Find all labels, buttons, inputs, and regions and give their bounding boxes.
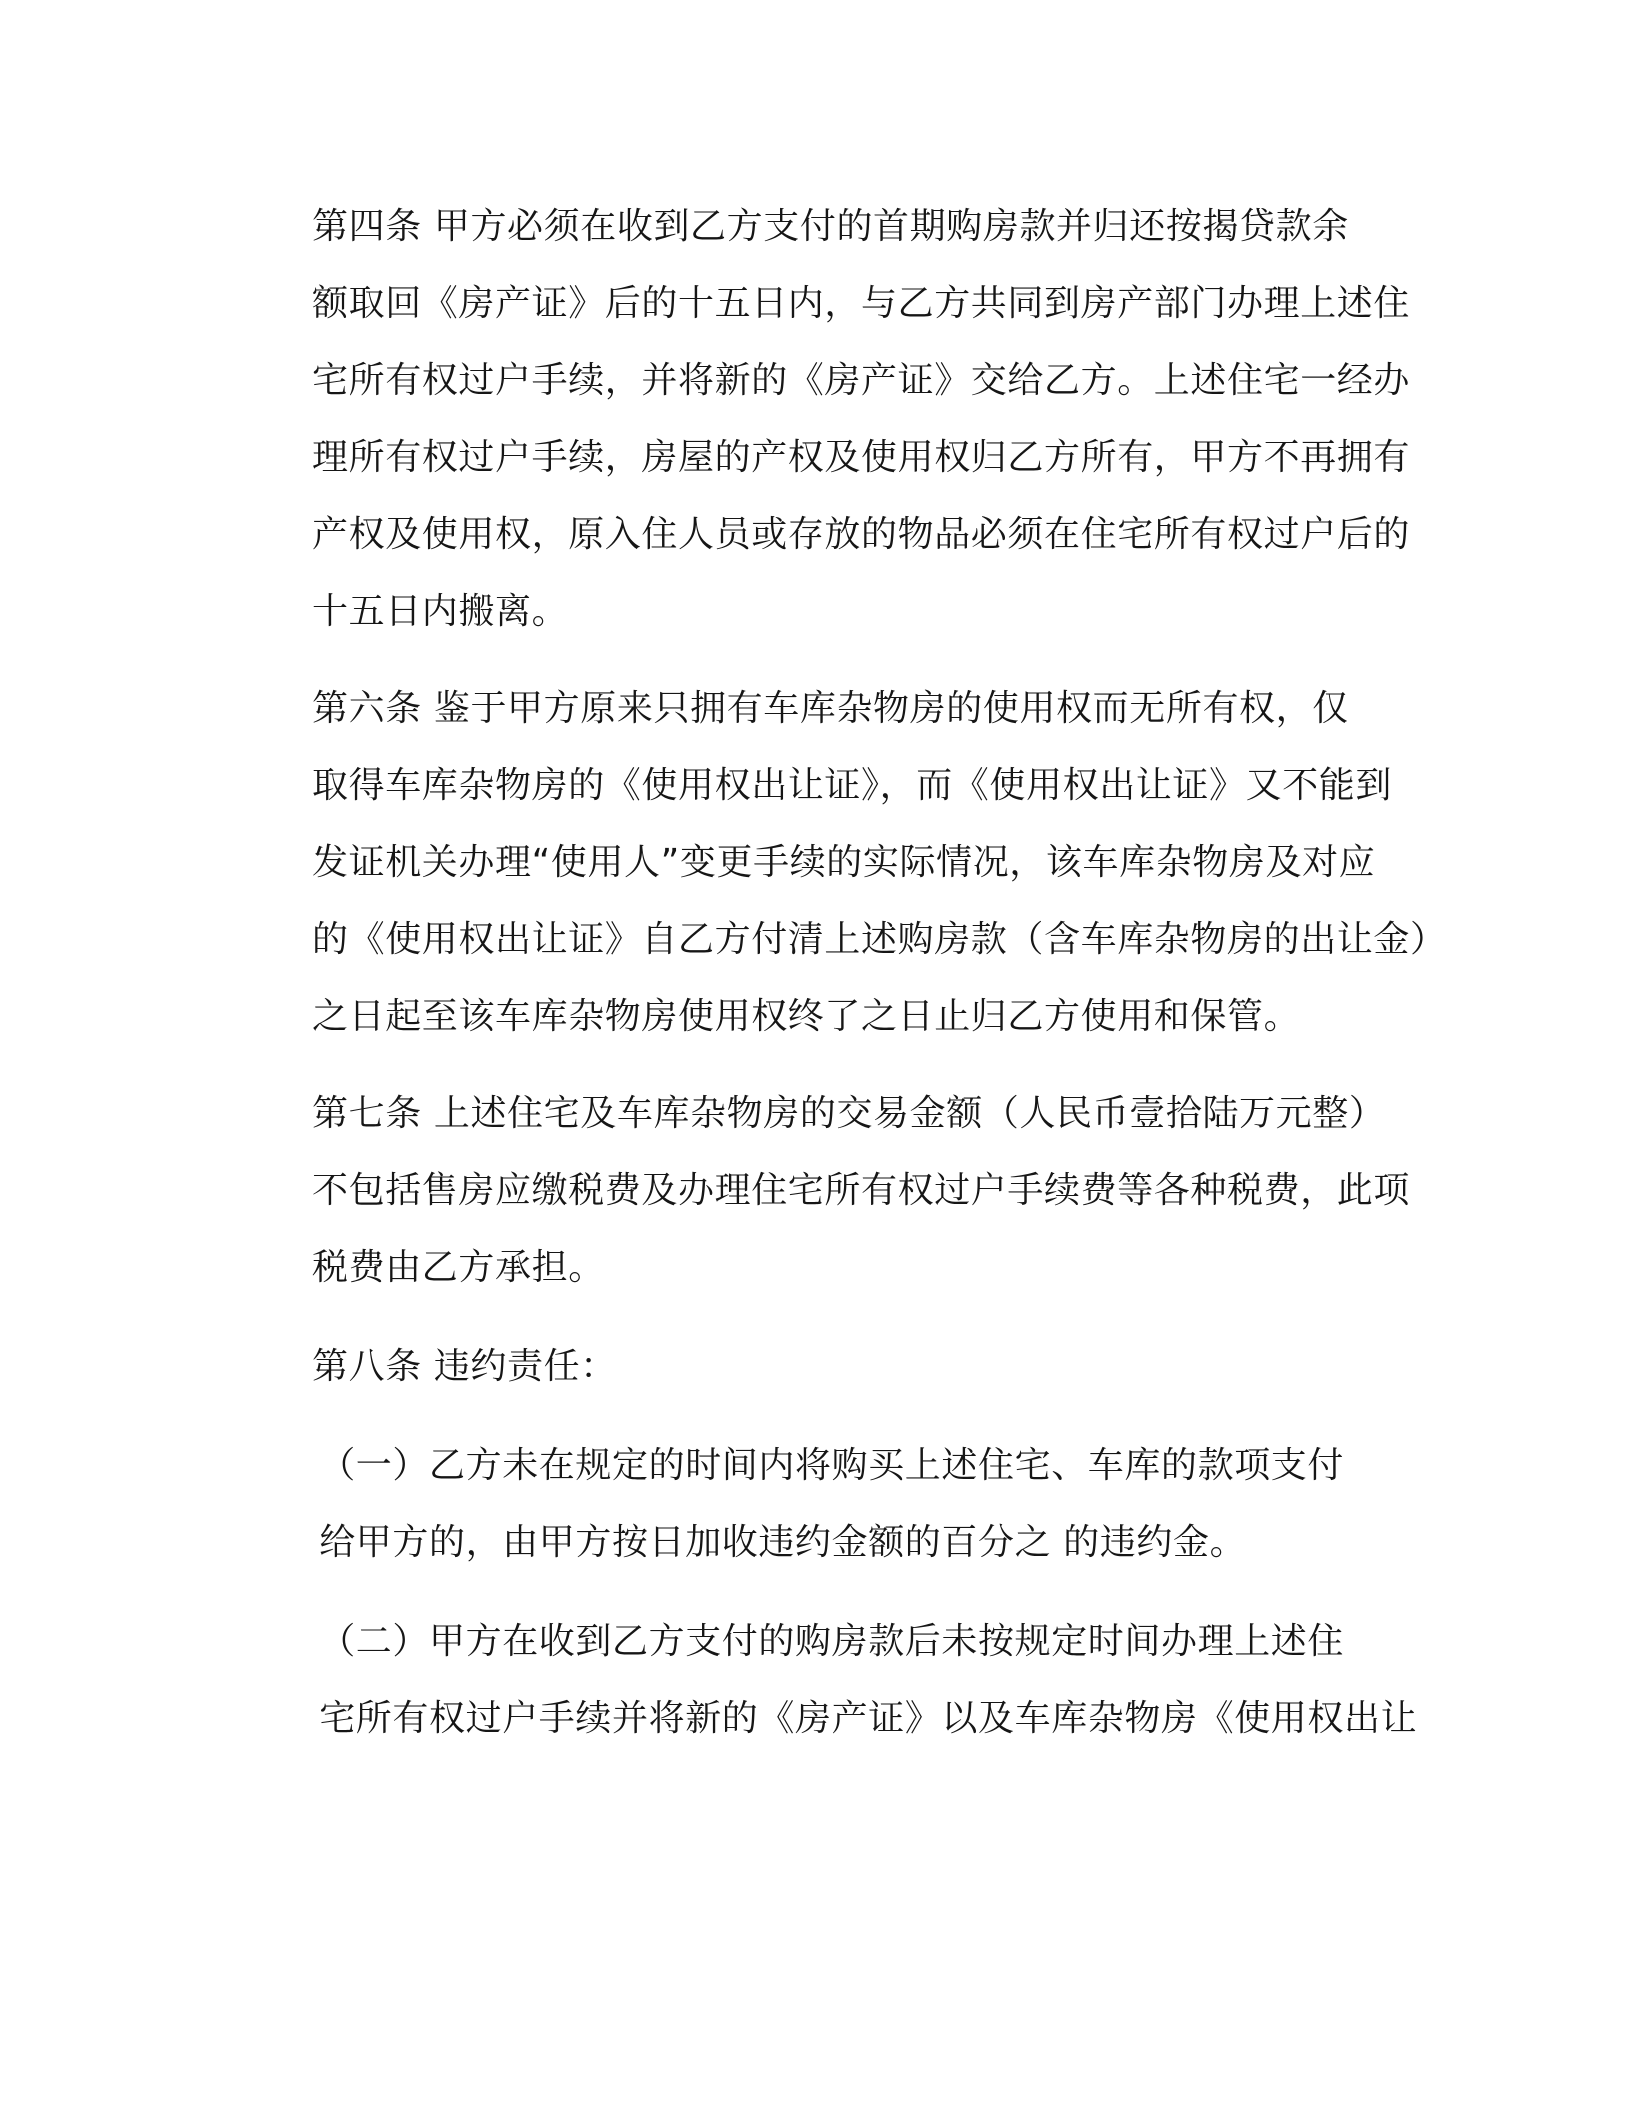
text-line: 之日起至该车库杂物房使用权终了之日止归乙方使用和保管。 bbox=[312, 996, 1301, 1037]
text-line: 宅所有权过户手续并将新的《房产证》以及车库杂物房《使用权出让 bbox=[319, 1698, 1418, 1739]
text-line: 取得车库杂物房的《使用权出让证》，而《使用权出让证》又不能到 bbox=[312, 765, 1393, 806]
text-line: （一）乙方未在规定的时间内将购买上述住宅、车库的款项支付 bbox=[319, 1445, 1344, 1486]
text-line: 宅所有权过户手续，并将新的《房产证》交给乙方。上述住宅一经办 bbox=[312, 360, 1411, 401]
text-line: 额取回《房产证》后的十五日内，与乙方共同到房产部门办理上述住 bbox=[312, 283, 1411, 324]
text-line: 的《使用权出让证》自乙方付清上述购房款（含车库杂物房的出让金） bbox=[312, 919, 1447, 960]
text-line: 税费由乙方承担。 bbox=[312, 1247, 605, 1288]
article-4-paragraph bbox=[240, 188, 1411, 650]
document-body bbox=[240, 188, 1447, 1757]
text-line: （二）甲方在收到乙方支付的购房款后未按规定时间办理上述住 bbox=[319, 1621, 1344, 1662]
text-line: 第七条 上述住宅及车库杂物房的交易金额（人民币壹拾陆万元整） bbox=[312, 1093, 1386, 1134]
text-line: 第八条 违约责任： bbox=[312, 1346, 617, 1387]
text-line: 产权及使用权，原入住人员或存放的物品必须在住宅所有权过户后的 bbox=[312, 514, 1411, 555]
article-6-paragraph bbox=[240, 670, 1447, 1055]
text-line: 发证机关办理“使用人”变更手续的实际情况，该车库杂物房及对应 bbox=[312, 842, 1376, 883]
text-line: 第六条 鉴于甲方原来只拥有车库杂物房的使用权而无所有权，仅 bbox=[312, 688, 1349, 729]
text-line: 十五日内搬离。 bbox=[312, 591, 569, 632]
text-line: 第四条 甲方必须在收到乙方支付的首期购房款并归还按揭贷款余 bbox=[312, 206, 1349, 247]
article-7-paragraph bbox=[240, 1075, 1411, 1306]
breach-item-2 bbox=[240, 1603, 1418, 1757]
text-line: 不包括售房应缴税费及办理住宅所有权过户手续费等各种税费，此项 bbox=[312, 1170, 1411, 1211]
article-8-heading bbox=[240, 1328, 1392, 1405]
breach-item-1 bbox=[240, 1427, 1392, 1581]
text-line: 理所有权过户手续，房屋的产权及使用权归乙方所有，甲方不再拥有 bbox=[312, 437, 1411, 478]
text-line: 给甲方的，由甲方按日加收违约金额的百分之 的违约金。 bbox=[319, 1522, 1247, 1563]
